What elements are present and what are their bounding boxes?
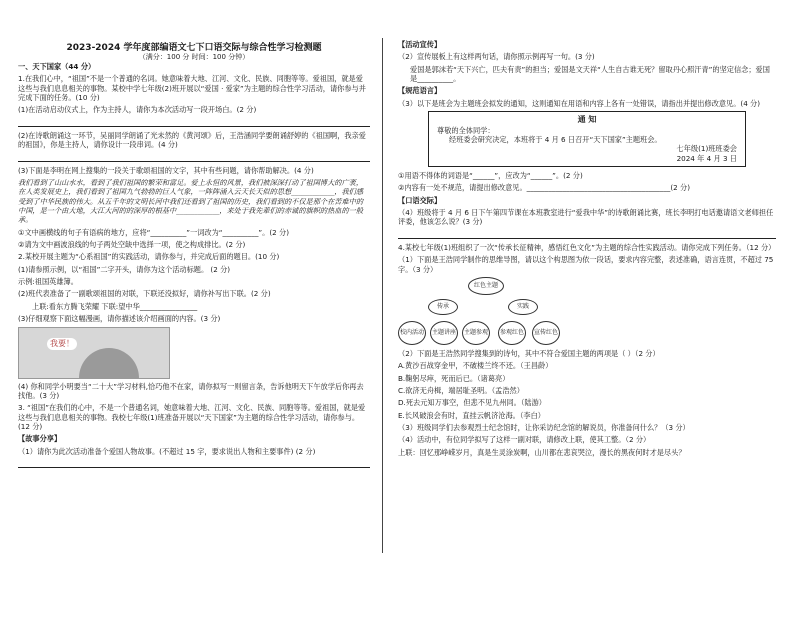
mind-map-leaf: 参观红色 [498,321,526,345]
mind-map-node: 传承 [428,299,458,315]
language-question-a: ①用语不得体的词语是“______”，应改为“______”。(2 分) [398,170,583,180]
notice-title: 通 知 [577,115,597,125]
page-title: 2023-2024 学年度部编语文七下口语交际与综合性学习检测题 [66,43,322,53]
promo-question: （2）宣传展板上有这样两句话，请你照示例再写一句。(3 分) [398,52,595,62]
question-3-intro: 3. “祖国”在我们的心中，不是一个普通名词，她意味着大地、江河、文化、民族、同胞等等。爱祖国，就是爱这些与我们息息相关的事物。我校七年级(1)班准备开展以“天下国家”为主题的综合性学习活动，请你参与。(12 分) [18,403,366,431]
option-c: C.欲济无舟楫，端居耻圣明。（孟浩然） [398,385,524,395]
question-4-3: （3）班级同学们去参观烈士纪念馆时，让你采访纪念馆的解说员，你准备问什么？（3 分） [398,423,690,433]
question-1-intro: 1.在我们心中，“祖国”不是一个普通的名词。她意味着大地、江河、文化、民族、同胞等等。爱祖国，就是爱这些与我们息息相关的事物。某校中学七年级(2)班开展以“爱国 · 爱家”为主题的综合性学习活动，请你参与并完成下面的任务。(10 分) [18,74,366,103]
story-heading: 【故事分享】 [18,434,62,444]
question-2-4: (4) 你和同学小明要当“二十大”学习材料,恰巧他不在家，请你拟写一则留言条，告诉他明天下午放学后你再去找他。(3 分) [18,381,364,400]
passage-text: 我们看到了山山水水，看到了我们祖国的繁荣和富足。爱上永恒的风景，我们被深深打动了祖国博大的广袤，在人类发展史上，我们看到了祖国九气勃勃的巨人气象，一阵阵涌入云天长天似的思想____________，我们感受到了中华民族的伟大。从五千年的文明长河中我们还看到了祖国的历史，我们看到的不仅是那个在苦难中的中国，是一个由大地，大江大河的的深厚的根基中____________，来处于我先辈们的赤诚的旗帜的热血的一般承。 [18,177,364,225]
question-2-2: (2)班代表准备了一副歌颂祖国的对联，下联还没拟好，请你补写出下联。(2 分) [18,289,271,299]
question-4-4: （4）活动中，有位同学拟写了这样一副对联，请修改上联，使其工整。（2 分） [398,435,651,445]
mind-map-leaf: 主题讲座 [430,321,458,345]
story-question: （1）请你为此次活动准备个爱国人物故事。(不超过 15 字，要求说出人物和主要事件) (2 分) [18,446,316,456]
question-2-1: (1)请参照示例，以“祖国”二字开头，请你为这个活动标题。 (2 分) [18,264,231,274]
notice-body: 经班委会研究决定，本班将于 4 月 6 日召开“天下国家”主题班会。 [449,134,662,144]
question-1-2: (2)在诗歌朗诵这一环节，吴丽同学朗诵了光未然的《黄河颂》后，王浩涵同学要朗诵舒婷的《祖国啊，我亲爱的祖国》，你是主持人，请你设计一段串词。(4 分) [18,130,366,150]
oral-question: （4）班级将于 4 月 6 日下午第四节课在本班教室进行“爱我中华”的诗歌朗诵比赛，班长李明打电话邀请语文老师担任评委，他该怎么说？(3 分) [398,208,774,227]
right-column [398,40,776,600]
mind-map-node: 实践 [508,299,538,315]
language-heading: 【规范语言】 [398,86,442,96]
cartoon-hill [79,348,139,378]
cartoon-image [18,327,170,379]
section-heading: 一、天下国家（44 分） [18,62,96,71]
language-question: （3）以下是班会为主题班会拟发的通知，这则通知在用语和内容上各有一处错误，请指出并提出修改意见。(4 分) [398,98,761,108]
page-subtitle: （满分：100 分 时间：100 分钟） [138,53,250,61]
mind-map-leaf: 主题参观 [462,321,490,345]
answer-line[interactable] [18,459,370,468]
example-text: 示例:祖国英雄簿。 [18,277,78,287]
left-column [18,62,370,622]
couplet-text: 上联:看东方腾飞荣耀 下联:望中华________________ [32,301,198,311]
cartoon-speech-bubble: 我要！ [47,338,77,350]
couplet-first-line: 上联：回忆那峥嵘岁月，真是生灵涂炭啊，山川都在悲哀哭泣，漫长的黑夜何时才是尽头？ [398,447,686,457]
answer-line[interactable] [18,153,370,162]
notice-box [428,111,746,167]
notice-greeting: 尊敬的全体同学： [437,125,495,135]
language-question-b: ②内容有一处不规范，请提出修改意见。________________________________________(2 分) [398,183,691,193]
option-a: A.黄沙百战穿金甲，不破楼兰终不还。（王昌龄） [398,361,553,371]
option-e: E.长风破浪会有时，直挂云帆济沧海。（李白） [398,410,545,420]
column-divider [382,38,383,553]
question-1-3: (3)下面是李明在网上搜集的一段关于歌颂祖国的文字，其中有些问题，请你帮助解决。(4 分) [18,165,314,175]
answer-line[interactable] [398,230,776,239]
promo-heading: 【活动宣传】 [398,40,442,49]
answer-line[interactable] [18,118,370,127]
question-4-2: （2）下面是王浩然同学搜集到的诗句，其中不符合爱国主题的两项是（ ）（2 分） [398,348,660,358]
question-4-1: （1）下面是王浩同学制作的思维导图，请以这个构思图为依一段话，要求内容完整，表述准确，语言连贯，不超过 75 字。（3 分） [398,255,774,274]
notice-date: 2024 年 4 月 3 日 [676,153,737,163]
notice-signature: 七年级(1)班班委会 [676,144,737,154]
oral-heading: 【口语交际】 [398,195,442,205]
question-2-3: (3)仔细观察下面这幅漫画，请你描述该介绍画面的内容。(3 分) [18,314,221,324]
mind-map-leaf: 校内活动 [398,321,426,345]
option-b: B.鞠躬尽瘁，死而后已。（诸葛亮） [398,373,510,383]
question-4-intro: 4.某校七年级(1)班组织了一次“传承长征精神，感悟红色文化”为主题的综合性实践活动。请你完成下列任务。（12 分） [398,242,776,252]
question-2-intro: 2.某校开展主题为“心系祖国”的实践活动，请你参与，并完成后面的题目。(10 分) [18,252,280,262]
mind-map-root: 红色主题 [468,277,504,295]
mind-map [398,277,776,347]
option-d: D.死去元知万事空，但悲不见九州同。（陆游） [398,398,546,408]
question-1-3b: ②请为文中画波浪线的句子两处空缺中选择一项，使之构成排比。(2 分) [18,240,246,250]
question-1-1: (1)在活动启动仪式上，作为主持人，请你为本次活动写一段开场白。(2 分) [18,105,257,115]
mind-map-leaf: 宣传红色 [532,321,560,345]
promo-example: 爱国是郭沫若“天下兴亡，匹夫有责”的担当；爱国是文天祥“人生自古谁无死？留取丹心照汗青”的坚定信念；爱国是__________。 [410,64,770,84]
question-1-3a: ①文中画横线的句子有语病的地方，应将“__________”一词改为“__________”。(2 分) [18,227,289,237]
